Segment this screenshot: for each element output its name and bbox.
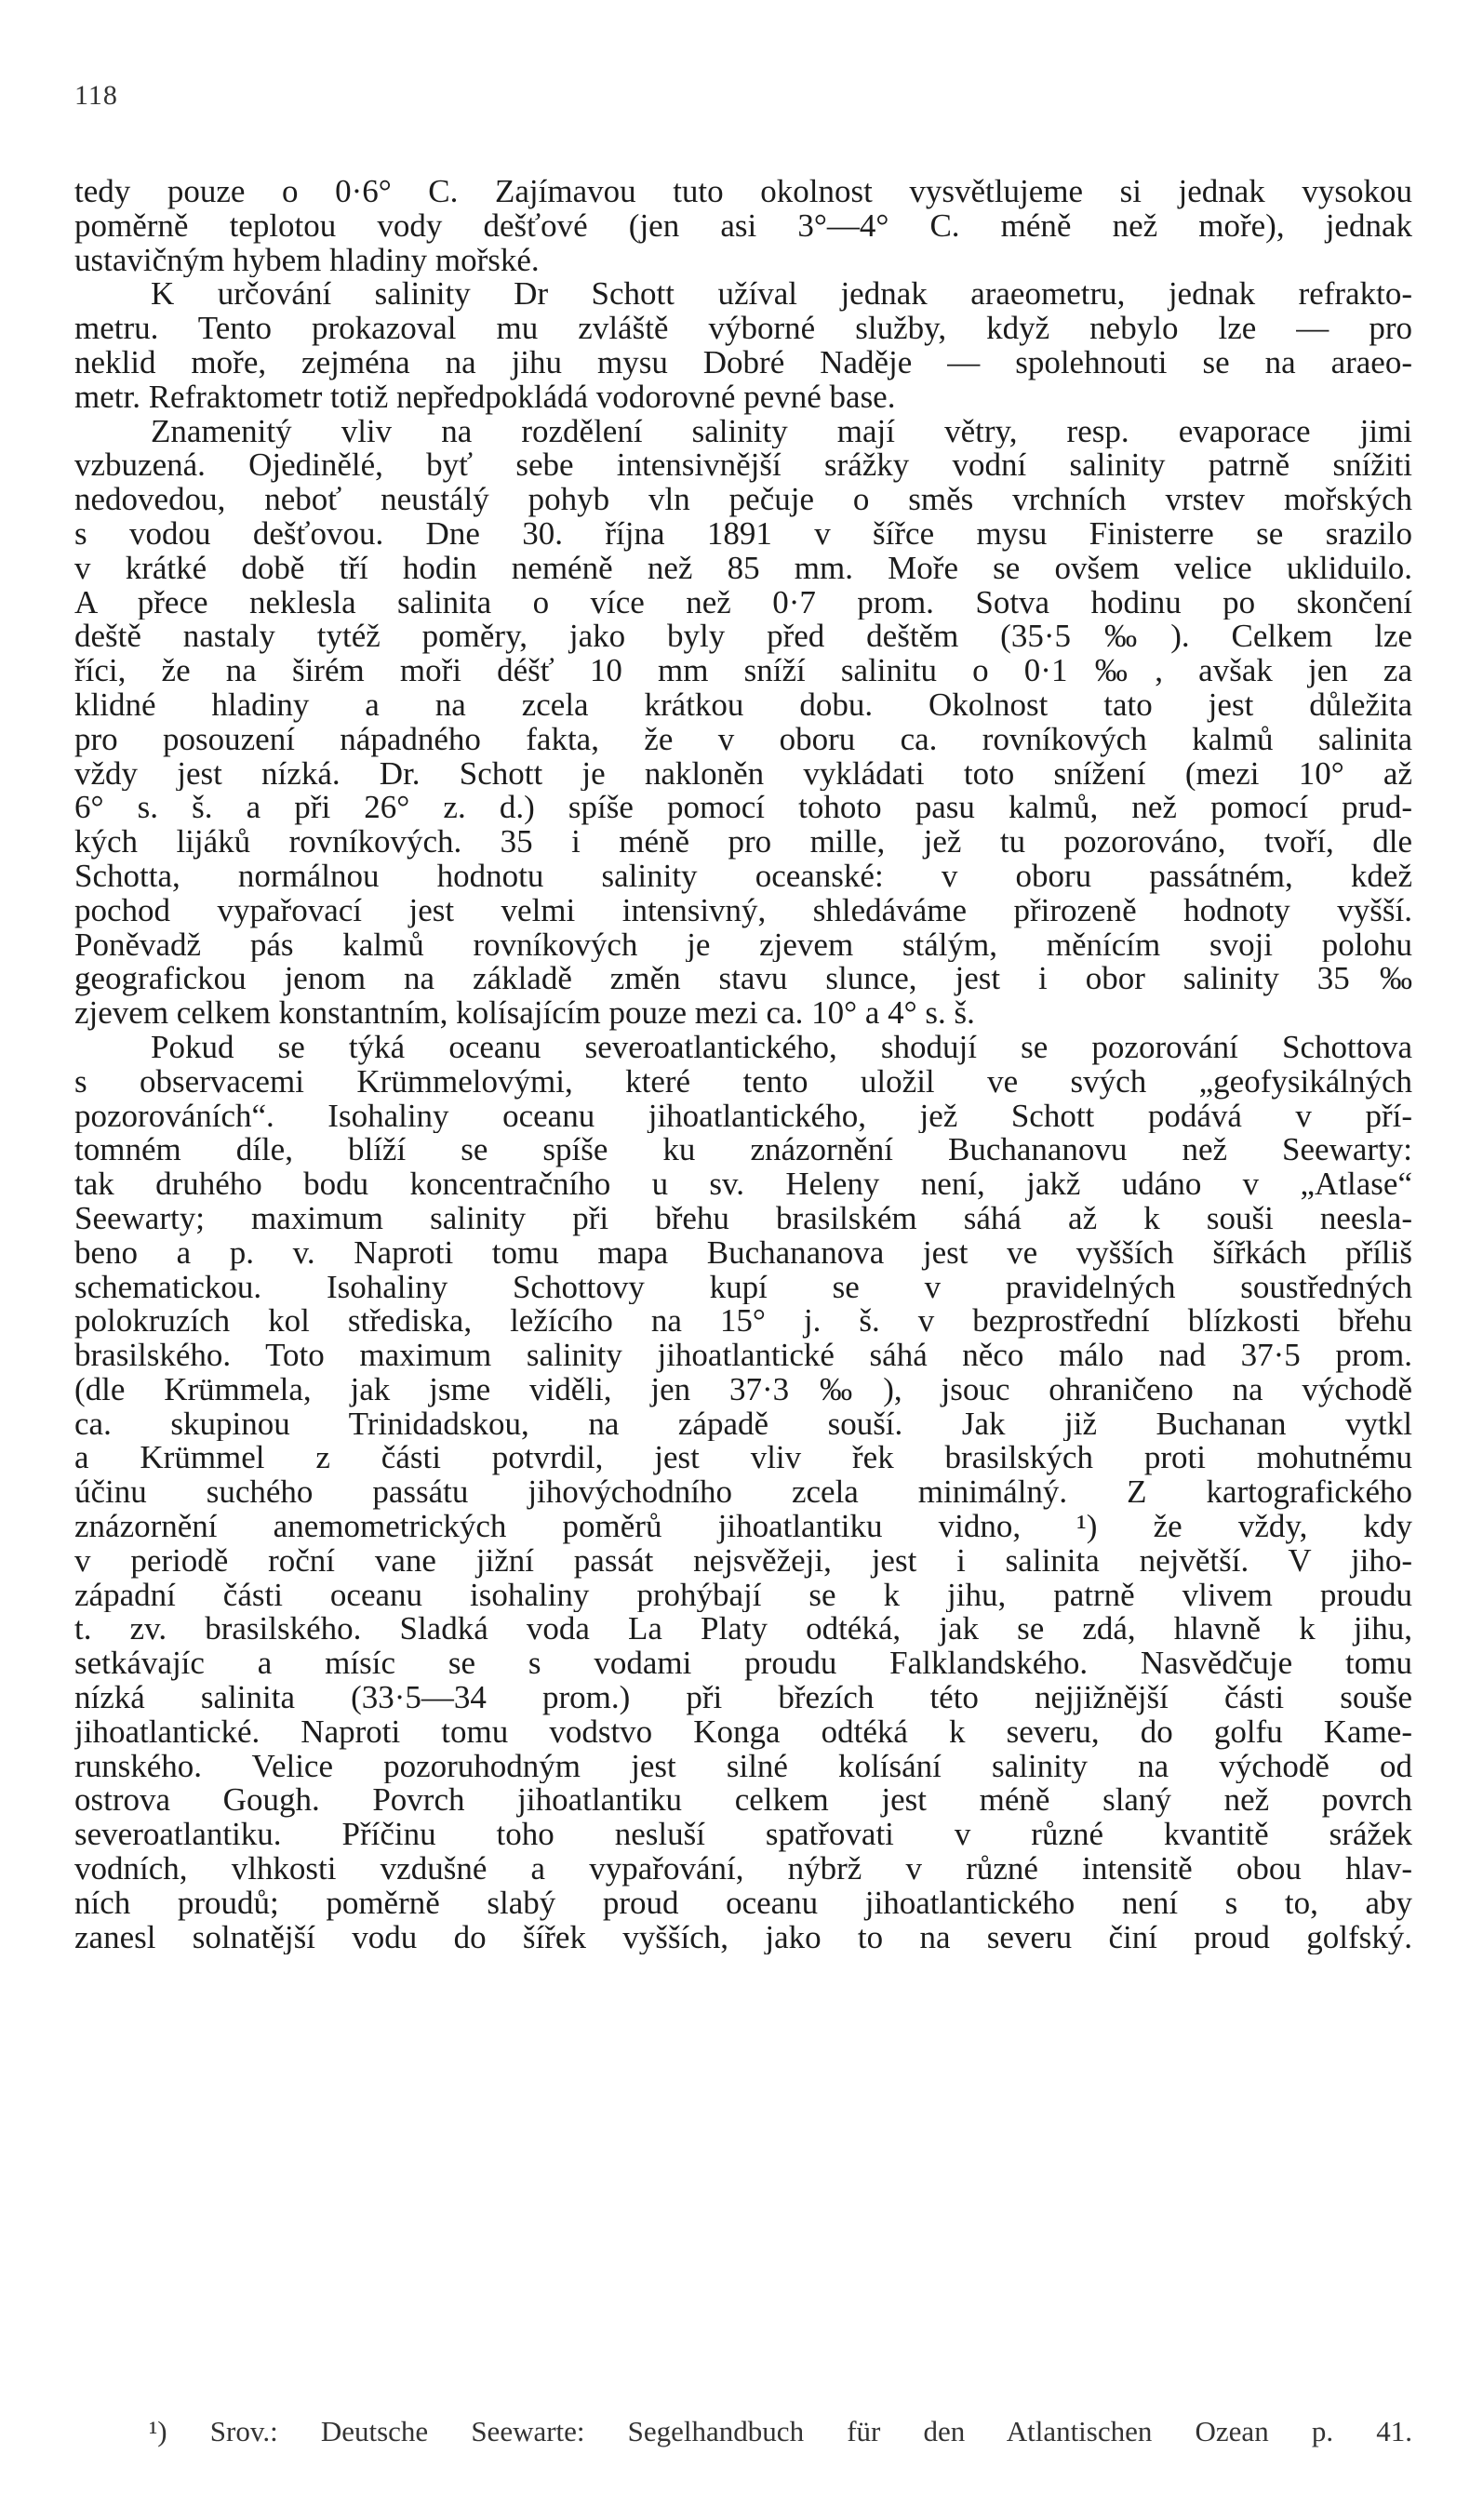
text-line: ostrova Gough. Povrch jihoatlantiku celkem jest méně slaný než povrch — [74, 1783, 1412, 1819]
text-line: brasilského. Toto maximum salinity jihoatlantické sáhá něco málo nad 37·5 prom. — [74, 1339, 1412, 1373]
text-line: Pokud se týká oceanu severoatlantického, shodují se pozorování Schottova — [151, 1030, 1412, 1065]
text-line: poměrně teplotou vody dešťové (jen asi 3°—4° C. méně než moře), jednak — [74, 208, 1412, 244]
text-line: runského. Velice pozoruhodným jest silné kolísání salinity na východě od — [74, 1749, 1412, 1784]
text-line: schematickou. Isohaliny Schottovy kupí se v pravidelných soustředných — [74, 1270, 1412, 1305]
text-line: s vodou dešťovou. Dne 30. října 1891 v šířce mysu Finisterre se srazilo — [74, 516, 1412, 552]
body-text — [74, 175, 1412, 1954]
text-line: A přece neklesla salinita o více než 0·7 prom. Sotva hodinu po skončení — [74, 585, 1412, 620]
text-line: deště nastaly tytéž poměry, jako byly před deštěm (35·5‰). Celkem lze — [74, 620, 1412, 655]
text-line: setkávajíc a mísíc se s vodami proudu Falklandského. Nasvědčuje tomu — [74, 1647, 1412, 1682]
text-line: ustavičným hybem hladiny mořské. — [74, 243, 540, 278]
text-line: vždy jest nízká. Dr. Schott je nakloněn vykládati toto snížení (mezi 10° až — [74, 756, 1412, 792]
text-line: pozorováních“. Isohaliny oceanu jihoatlantického, jež Schott podává v pří- — [74, 1099, 1412, 1134]
text-line: a Krümmel z části potvrdil, jest vliv řek brasilských proti mohutnému — [74, 1441, 1412, 1476]
text-line: t. zv. brasilského. Sladká voda La Platy odtéká, jak se zdá, hlavně k jihu, — [74, 1612, 1412, 1647]
text-line: neklid moře, zejména na jihu mysu Dobré Naděje — spolehnouti se na araeo- — [74, 345, 1412, 380]
text-line: ních proudů; poměrně slabý proud oceanu jihoatlantického není s to, aby — [74, 1886, 1412, 1921]
text-line: zanesl solnatější vodu do šířek vyšších, jako to na severu činí proud golfský. — [74, 1920, 1412, 1955]
text-line: beno a p. v. Naproti tomu mapa Buchananova jest ve vyšších šířkách příliš — [74, 1235, 1412, 1271]
text-line: tak druhého bodu koncentračního u sv. Heleny není, jakž udáno v „Atlase“ — [74, 1167, 1412, 1202]
text-line: ca. skupinou Trinidadskou, na západě souší. Jak již Buchanan vytkl — [74, 1407, 1412, 1442]
text-line: vodních, vlhkosti vzdušné a vypařování, nýbrž v různé intensitě obou hlav- — [74, 1852, 1412, 1887]
text-line: pro posouzení nápadného fakta, že v oboru ca. rovníkových kalmů salinita — [74, 722, 1412, 757]
text-line: vzbuzená. Ojedinělé, byť sebe intensivnější srážky vodní salinity patrně snížiti — [74, 448, 1412, 484]
text-line: jihoatlantické. Naproti tomu vodstvo Konga odtéká k severu, do golfu Kame- — [74, 1714, 1412, 1750]
text-line: západní části oceanu isohaliny prohýbají se k jihu, patrně vlivem proudu — [74, 1578, 1412, 1613]
text-line: říci, že na širém moři déšť 10 mm sníží salinitu o 0·1‰, avšak jen za — [74, 654, 1412, 688]
text-line: klidné hladiny a na zcela krátkou dobu. Okolnost tato jest důležita — [74, 687, 1412, 723]
text-line: severoatlantiku. Příčinu toho nesluší spatřovati v různé kvantitě srážek — [74, 1818, 1412, 1853]
text-line: v periodě roční vane jižní passát nejsvěžeji, jest i salinita největší. V jiho- — [74, 1543, 1412, 1579]
text-line: 6° s. š. a při 26° z. d.) spíše pomocí tohoto pasu kalmů, než pomocí prud- — [74, 791, 1412, 826]
text-line: kých lijáků rovníkových. 35 i méně pro mille, jež tu pozorováno, tvoří, dle — [74, 825, 1412, 860]
text-line: s observacemi Krümmelovými, které tento uložil ve svých „geofysikálných — [74, 1064, 1412, 1100]
text-line: zjevem celkem konstantním, kolísajícím pouze mezi ca. 10° a 4° s. š. — [74, 996, 975, 1031]
text-line: K určování salinity Dr Schott užíval jednak araeometru, jednak refrakto- — [151, 277, 1412, 313]
text-line: (dle Krümmela, jak jsme viděli, jen 37·3‰), jsouc ohraničeno na východě — [74, 1372, 1412, 1407]
footnote: ¹) Srov.: Deutsche Seewarte: Segelhandbuch für den Atlantischen Ozean p. 41. — [149, 2415, 1412, 2447]
text-line: Seewarty; maximum salinity při břehu brasilském sáhá až k souši neesla- — [74, 1201, 1412, 1236]
text-line: Znamenitý vliv na rozdělení salinity mají větry, resp. evaporace jimi — [151, 414, 1412, 449]
text-line: geografickou jenom na základě změn stavu slunce, jest i obor salinity 35‰ — [74, 962, 1412, 997]
text-line: v krátké době tří hodin neméně než 85 mm. Moře se ovšem velice ukliduilo. — [74, 551, 1412, 586]
page-number: 118 — [74, 80, 118, 111]
text-line: tomném díle, blíží se spíše ku znázornění Buchananovu než Seewarty: — [74, 1133, 1412, 1168]
text-line: polokruzích kol střediska, ležícího na 15° j. š. v bezprostřední blízkosti břehu — [74, 1304, 1412, 1340]
text-line: Poněvadž pás kalmů rovníkových je zjevem stálým, měnícím svoji polohu — [74, 927, 1412, 963]
text-line: metr. Refraktometr totiž nepředpokládá vodorovné pevné base. — [74, 380, 896, 415]
text-line: tedy pouze o 0·6° C. Zajímavou tuto okolnost vysvětlujeme si jednak vysokou — [74, 175, 1412, 209]
text-line: pochod vypařovací jest velmi intensivný, shledáváme přirozeně hodnoty vyšší. — [74, 893, 1412, 928]
text-line: nízká salinita (33·5—34 prom.) při březích této nejjižnější části souše — [74, 1681, 1412, 1715]
text-line: metru. Tento prokazoval mu zvláště výborné služby, když nebylo lze — pro — [74, 312, 1412, 346]
text-line: znázornění anemometrických poměrů jihoatlantiku vidno, ¹) že vždy, kdy — [74, 1510, 1412, 1544]
text-line: nedovedou, neboť neustálý pohyb vln pečuje o směs vrchních vrstev mořských — [74, 483, 1412, 517]
text-line: účinu suchého passátu jihovýchodního zcela minimálný. Z kartografického — [74, 1475, 1412, 1511]
text-line: Schotta, normálnou hodnotu salinity oceanské: v oboru passátném, kdež — [74, 859, 1412, 894]
